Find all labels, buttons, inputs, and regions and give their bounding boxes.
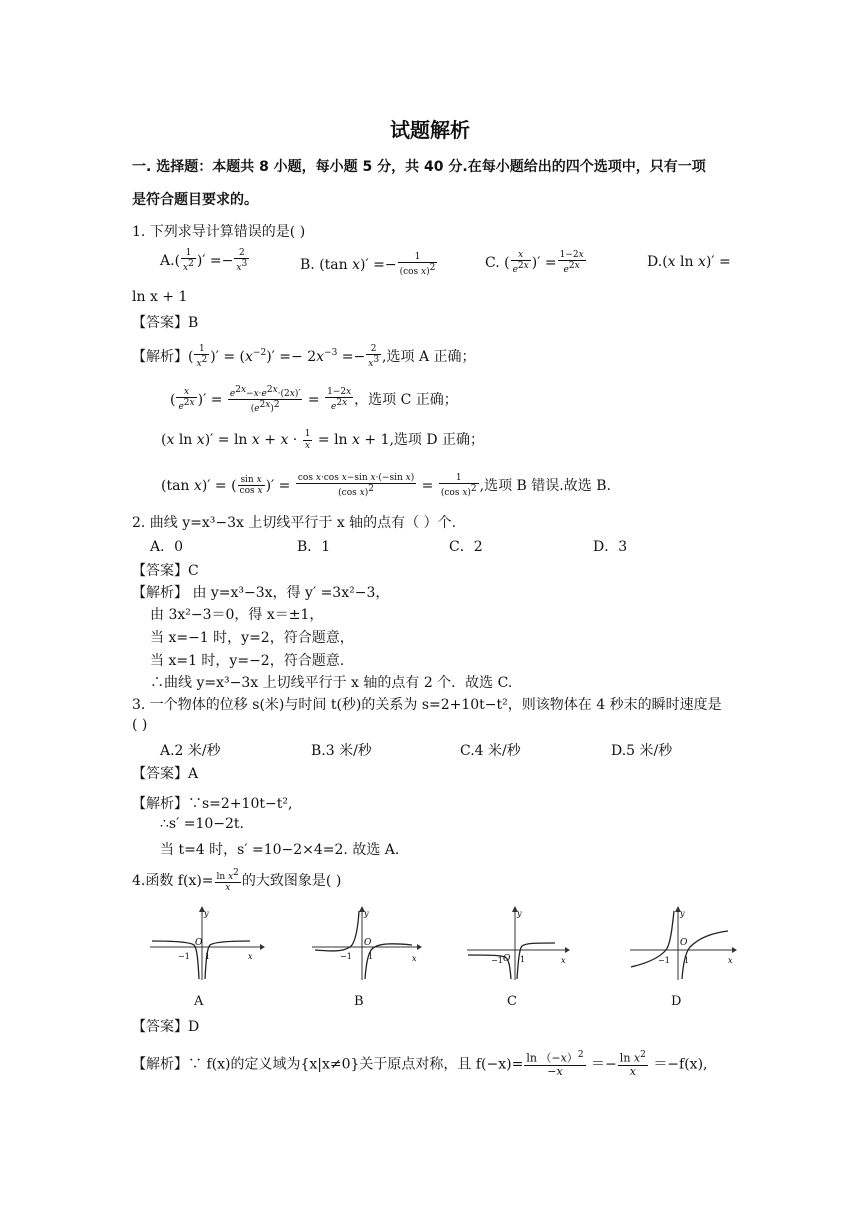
q3-analysis-line2: ∴s′ =10−2t. (160, 816, 244, 832)
svg-text:x: x (561, 956, 566, 965)
q3-stem-line1: 3. 一个物体的位移 s(米)与时间 t(秒)的关系为 s=2+10t−t²，则该物体在 4 秒末的瞬时速度是 (132, 697, 722, 713)
q1-answer: 【答案】B (132, 315, 199, 331)
q1-analysis-c-result: ，选项 C 正确； (354, 391, 458, 408)
q4-stem: 4.函数 f(x)= $\frac{\ln x^2}{x}$ 的大致图象是( ) (132, 868, 342, 894)
section-header-line2: 是符合题目要求的。 (132, 192, 258, 208)
svg-text:−1: −1 (340, 952, 352, 961)
svg-text:1: 1 (684, 956, 690, 965)
svg-text:O: O (680, 938, 688, 948)
svg-text:y: y (364, 909, 369, 918)
q1-option-b-label: B. (300, 256, 315, 273)
q2-option-c: C．2 (449, 539, 483, 555)
q2-analysis-line2: 由 3x²−3＝0，得 x＝±1， (150, 607, 324, 623)
q3-analysis-line3: 当 t=4 时，s′ =10−2×4=2. 故选 A. (160, 842, 400, 858)
svg-text:O: O (503, 954, 511, 964)
q4-graph-c-label: C (507, 994, 517, 1009)
svg-text:−1: −1 (658, 956, 670, 965)
q4-answer: 【答案】D (132, 1019, 200, 1035)
q1-analysis-line1: 【解析】( $\frac{1}{x^2}$ )′ = $(x^{-2})' =- 2x^{-3}$ =− $\frac{2}{x^3}$ ,选项 A 正确； (132, 344, 476, 370)
q2-analysis-line4: 当 x=1 时，y=−2，符合题意. (150, 653, 345, 669)
q3-stem-line2: ( ) (132, 717, 148, 733)
q4-analysis-line1: 【解析】∵ f(x)的定义域为{x|x≠0}关于原点对称，且 f(−x)= $\frac{\ln (-x)^2}{-x}$ ＝− $\frac{\ln x^2}{x}$ ＝−f(x), (132, 1050, 708, 1079)
q4-analysis-text: 【解析】∵ f(x)的定义域为{x|x≠0}关于原点对称，且 f(−x)= (132, 1056, 524, 1073)
q1-analysis-line2: ( $\frac{x}{e^{2x}}$ )′ = $\frac{e^{2x}-x\cdot e^{2x}\cdot(2x)'}{(e^{2x})^2}$ = $\frac{1-2x}{e^{2x}}$ ，选项 C 正确； (170, 385, 458, 415)
q3-option-d: D.5 米/秒 (611, 743, 673, 759)
q4-graph-d (628, 905, 743, 985)
q1-option-c-label: C. (485, 254, 500, 271)
svg-text:−1: −1 (178, 952, 190, 961)
q4-graph-c (465, 905, 575, 985)
q2-option-b: B．1 (297, 539, 331, 555)
page-title: 试题解析 (390, 118, 470, 142)
svg-text:O: O (195, 938, 203, 948)
q1-option-c: C. ( $\frac{x}{e^{2x}}$ )′ = $\frac{1-2x}{e^{2x}}$ (485, 250, 584, 276)
q1-option-d: D.(x ln x)′ = (647, 254, 731, 270)
q4-analysis-tail: ＝−f(x), (653, 1056, 708, 1073)
q3-option-c: C.4 米/秒 (460, 743, 521, 759)
svg-text:1: 1 (205, 952, 211, 961)
q4-graph-b (312, 905, 427, 985)
q2-analysis-line3: 当 x=−1 时，y=2，符合题意， (150, 630, 354, 646)
q4-stem-suffix: 的大致图象是( ) (241, 872, 342, 889)
q1-option-d-continued: ln x + 1 (132, 289, 188, 305)
q1-analysis-b-result: ,选项 B 错误.故选 B. (479, 477, 611, 494)
svg-text:1: 1 (520, 955, 526, 964)
q2-analysis-line1: 【解析】 由 y=x³−3x，得 y′ =3x²−3， (132, 585, 390, 601)
svg-text:x: x (728, 956, 733, 965)
q4-graph-d-label: D (671, 994, 682, 1009)
q1-analysis-d-result: ,选项 D 正确； (389, 432, 485, 448)
q3-answer: 【答案】A (132, 766, 199, 782)
q1-analysis-a-result: ,选项 A 正确； (382, 348, 476, 365)
q1-stem: 1. 下列求导计算错误的是( ) (132, 224, 306, 240)
q1-option-d-label: D. (647, 254, 663, 270)
q1-analysis-line3: (x ln x)′ = ln x + x · $\frac{1}{x}$ = ln x + 1,选项 D 正确； (161, 429, 485, 451)
q3-option-b: B.3 米/秒 (311, 743, 372, 759)
q3-analysis-line1: 【解析】∵s=2+10t−t², (132, 796, 293, 812)
section-header-line1: 一. 选择题：本题共 8 小题，每小题 5 分，共 40 分.在每小题给出的四个选项中，只有一项 (132, 159, 706, 175)
svg-text:y: y (517, 909, 522, 918)
q4-stem-prefix: 4.函数 f(x)= (132, 872, 214, 889)
svg-text:O: O (364, 938, 372, 948)
q2-option-d: D．3 (593, 539, 628, 555)
q4-graph-a-label: A (194, 994, 204, 1009)
q1-option-a: A.( $\frac{1}{x^2}$ )′ =− $\frac{2}{x^3}$ (160, 248, 248, 274)
q1-analysis-line4: (tan x)′ = ( $\frac{\text{sin x}}{\text{cos x}}$ )′ = $\frac{\text{cos x·cos x−sin x·(−sin x)}}{(\cos x)^2}$ = $\frac{1}{(\cos x)^2}$ ,选项 B 错误.故选 B. (161, 473, 611, 499)
q2-answer: 【答案】C (132, 563, 199, 579)
q1-analysis-label: 【解析】 (132, 348, 188, 365)
q2-stem: 2. 曲线 y=x³−3x 上切线平行于 x 轴的点有（ ）个. (132, 515, 457, 531)
q1-option-b: B. (tan x)′ =− $\frac{1}{(\cos x)^2}$ (300, 252, 436, 278)
svg-text:−1: −1 (491, 956, 503, 965)
svg-text:1: 1 (368, 952, 374, 961)
svg-text:x: x (248, 952, 253, 961)
q2-analysis-line5: ∴曲线 y=x³−3x 上切线平行于 x 轴的点有 2 个．故选 C. (150, 675, 513, 691)
svg-text:x: x (412, 954, 417, 963)
q4-graph-a (150, 905, 265, 985)
svg-text:y: y (680, 909, 685, 918)
q3-option-a: A.2 米/秒 (160, 743, 221, 759)
q4-graph-b-label: B (354, 994, 364, 1009)
q1-option-a-label: A. (160, 252, 175, 269)
q2-option-a: A．0 (150, 539, 184, 555)
svg-text:y: y (204, 909, 209, 918)
